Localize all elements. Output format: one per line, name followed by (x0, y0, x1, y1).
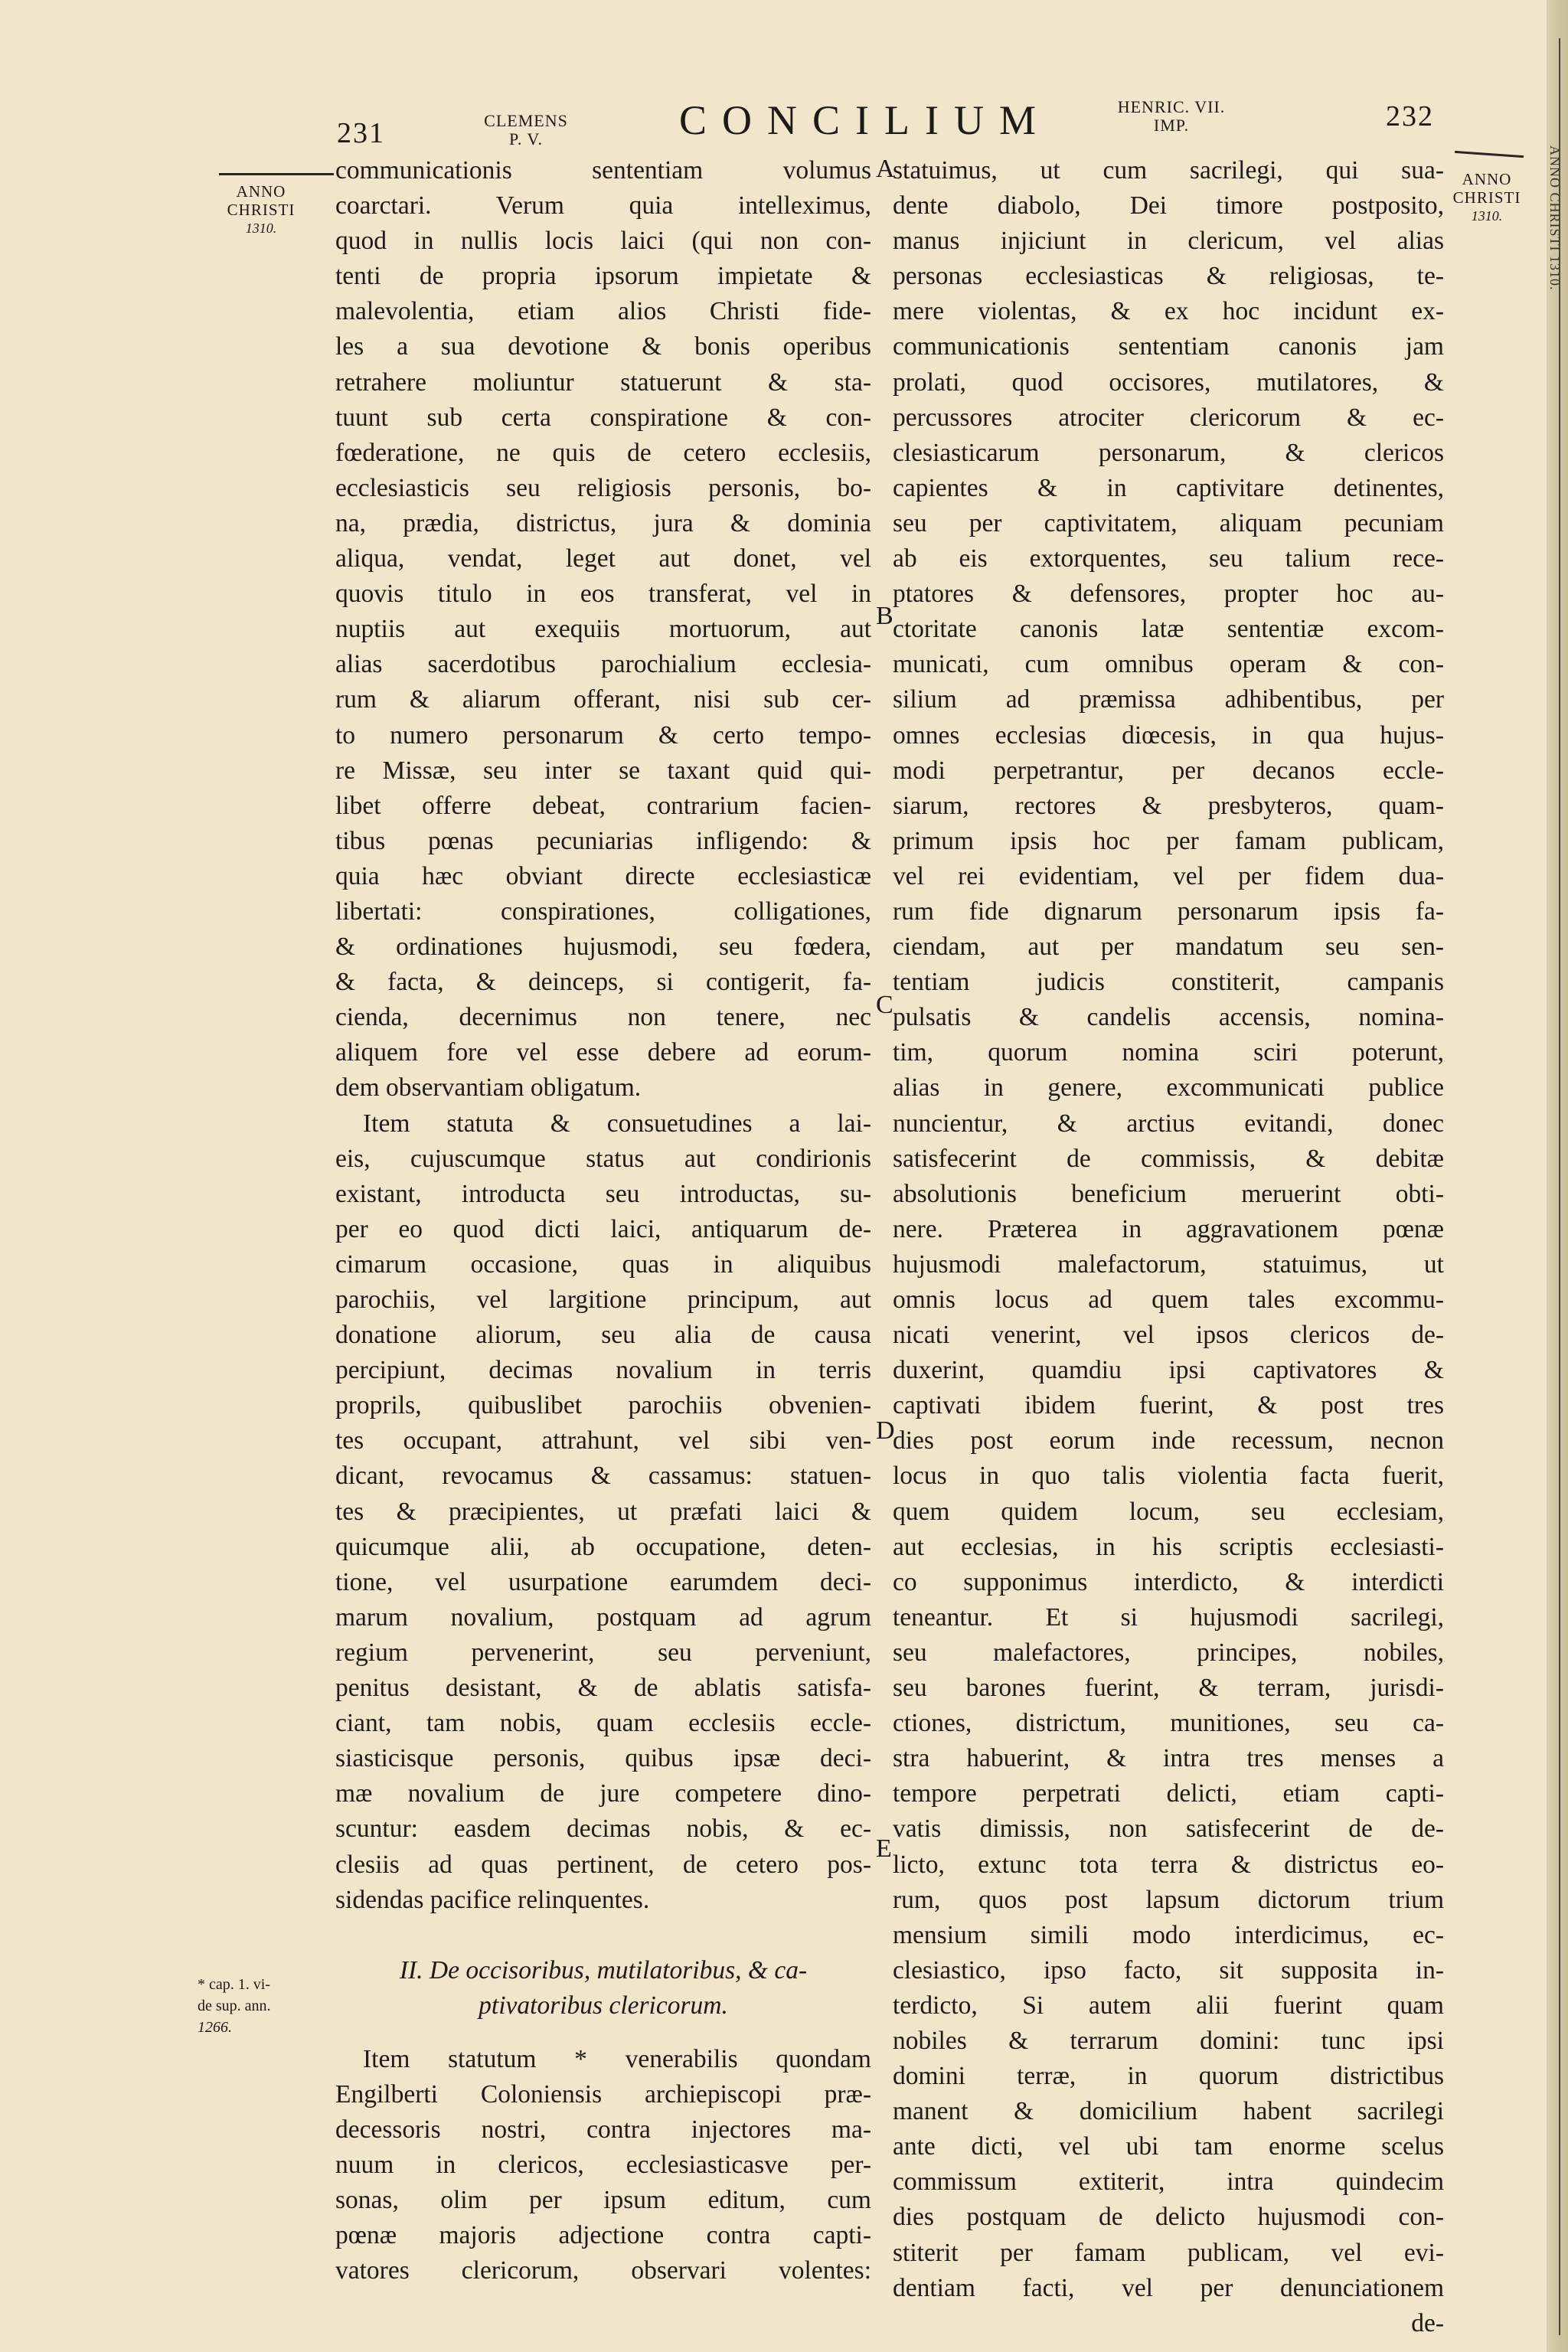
anno-year: 1310. (245, 220, 277, 236)
text-line: tes occupant, attrahunt, vel sibi ven- (335, 1426, 871, 1455)
section-letter-a: A (876, 155, 895, 183)
text-line: ctiones, districtum, munitiones, seu ca- (893, 1709, 1444, 1738)
text-line: tim, quorum nomina sciri poterunt, (893, 1038, 1444, 1067)
text-line: tentiam judicis constiterit, campanis (893, 968, 1444, 997)
text-line: scuntur: easdem decimas nobis, & ec- (335, 1815, 871, 1844)
anno-year: 1310. (1471, 208, 1503, 224)
text-line: na, prædia, districtus, jura & dominia (335, 508, 871, 537)
text-line: clesiasticarum personarum, & clericos (893, 438, 1444, 467)
next-page-edge (1547, 0, 1568, 2352)
anno-label: ANNO (236, 182, 286, 201)
section-heading (335, 1953, 871, 2024)
text-line: proprils, quibuslibet parochiis obvenien- (335, 1391, 871, 1420)
cross-ref-line: de sup. ann. (198, 1998, 271, 2014)
section-letter-d: D (876, 1416, 895, 1445)
text-line: quia hæc obviant directe ecclesiasticæ (335, 861, 871, 890)
section-letter-b: B (876, 602, 893, 630)
text-line: dicant, revocamus & cassamus: statuen- (335, 1462, 871, 1491)
text-line: penitus desistant, & de ablatis satisfa- (335, 1674, 871, 1703)
spacer (335, 2024, 871, 2042)
text-line: locus in quo talis violentia facta fuerit, (893, 1462, 1444, 1491)
text-line: ecclesiasticis seu religiosis personis, bo- (335, 473, 871, 502)
text-line: siasticisque personis, quibus ipsæ deci- (335, 1744, 871, 1773)
page-title: CONCILIUM (679, 97, 1051, 143)
cross-ref-line: 1266. (198, 2019, 232, 2036)
catchword: de- (1411, 2308, 1444, 2337)
text-line: vatis dimissis, non satisfecerint de de- (893, 1815, 1444, 1844)
text-line: pulsatis & candelis accensis, nomina- (893, 1003, 1444, 1032)
text-line: eis, cujuscumque status aut condirionis (335, 1144, 871, 1173)
text-line: aliqua, vendat, leget aut donet, vel (335, 544, 871, 573)
text-line: Item statuta & consuetudines a lai- (363, 1109, 871, 1138)
spacer (335, 1918, 871, 1953)
text-line: quod in nullis locis laici (qui non con- (335, 227, 871, 256)
text-line: tuunt sub certa conspiratione & con- (335, 403, 871, 432)
text-line: omnes ecclesias diœcesis, in qua hujus- (893, 720, 1444, 750)
text-line: ciant, tam nobis, quam ecclesiis eccle- (335, 1709, 871, 1738)
left-text-column (335, 153, 871, 2289)
text-line: primum ipsis hoc per famam publicam, (893, 826, 1444, 855)
section-letter-c: C (876, 991, 893, 1019)
text-line: seu malefactores, principes, nobiles, (893, 1638, 1444, 1667)
text-line: capientes & in captivitare detinentes, (893, 473, 1444, 502)
margin-rule-left (219, 173, 334, 175)
text-line: quem quidem locum, seu ecclesiam, (893, 1497, 1444, 1526)
edge-fragment: ANNO CHRISTI 1310. (1547, 145, 1563, 291)
text-line: statuimus, ut cum sacrilegi, qui sua- (893, 156, 1444, 185)
text-line: quicumque alii, ab occupatione, deten- (335, 1532, 871, 1561)
heading-line: ptivatoribus clericorum. (479, 1991, 728, 2020)
cross-reference-note (198, 1974, 335, 2038)
anno-label: ANNO (1462, 170, 1512, 188)
christi-label: CHRISTI (227, 201, 296, 219)
text-line: satisfecerint de commissis, & debitæ (893, 1144, 1444, 1173)
text-line: sidendas pacifice relinquentes. (335, 1885, 650, 1914)
text-line: libertati: conspirationes, colligationes, (335, 897, 871, 926)
text-line: dem observantiam obligatum. (335, 1073, 642, 1102)
text-line: Engilberti Coloniensis archiepiscopi præ- (335, 2079, 871, 2109)
text-line: alias sacerdotibus parochialium ecclesia- (335, 650, 871, 679)
text-line: tenti de propria ipsorum impietate & (335, 262, 871, 291)
running-head-line: IMP. (1153, 116, 1190, 135)
text-line: regium pervenerint, seu perveniunt, (335, 1638, 871, 1667)
text-line: aliquem fore vel esse debere ad eorum- (335, 1038, 871, 1067)
text-line: prolati, quod occisores, mutilatores, & (893, 368, 1444, 397)
text-line: quovis titulo in eos transferat, vel in (335, 580, 871, 609)
text-line: vel rei evidentiam, vel per fidem dua- (893, 861, 1444, 890)
text-line: libet offerre debeat, contrarium facien- (335, 791, 871, 820)
paragraph-statuta (335, 1106, 871, 1918)
text-line: decessoris nostri, contra injectores ma- (335, 2115, 871, 2145)
text-line: tempore perpetrati delicti, etiam capti- (893, 1779, 1444, 1808)
text-line: percussores atrociter clericorum & ec- (893, 403, 1444, 432)
text-line: tibus pœnas pecuniarias infligendo: & (335, 826, 871, 855)
running-head-line: HENRIC. VII. (1117, 97, 1226, 116)
text-line: coarctari. Verum quia intelleximus, (335, 191, 871, 220)
text-line: rum & aliarum offerant, nisi sub cer- (335, 685, 871, 714)
text-line: ptatores & defensores, propter hoc au- (893, 580, 1444, 609)
margin-rule-right (1455, 151, 1524, 158)
text-line: nicati venerint, vel ipsos clericos de- (893, 1321, 1444, 1350)
text-line: per eo quod dicti laici, antiquarum de- (335, 1214, 871, 1243)
text-line: tes & præcipientes, ut præfati laici & (335, 1497, 871, 1526)
text-line: manus injiciunt in clericum, vel alias (893, 227, 1444, 256)
text-line: percipiunt, decimas novalium in terris (335, 1356, 871, 1385)
text-line: commissum extiterit, intra quindecim (893, 2167, 1444, 2197)
text-line: to numero personarum & certo tempo- (335, 720, 871, 750)
paragraph-statuimus (893, 153, 1444, 2306)
text-line: stiterit per famam publicam, vel evi- (893, 2238, 1444, 2267)
left-page-number: 231 (337, 117, 385, 149)
text-line: aut ecclesias, in his scriptis ecclesiasti- (893, 1532, 1444, 1561)
text-line: & ordinationes hujusmodi, seu fœdera, (335, 933, 871, 962)
text-line: teneantur. Et si hujusmodi sacrilegi, (893, 1602, 1444, 1632)
text-line: duxerint, quamdiu ipsi captivatores & (893, 1356, 1444, 1385)
text-line: communicationis sententiam canonis jam (893, 332, 1444, 361)
text-line: licto, extunc tota terra & districtus eo- (893, 1850, 1444, 1879)
text-line: Item statutum * venerabilis quondam (363, 2044, 871, 2073)
right-page-number: 232 (1386, 100, 1434, 132)
anno-christi-left (219, 182, 303, 237)
text-line: nobiles & terrarum domini: tunc ipsi (893, 2026, 1444, 2055)
text-line: silium ad præmissa adhibentibus, per (893, 685, 1444, 714)
text-line: donatione aliorum, seu alia de causa (335, 1321, 871, 1350)
text-line: stra habuerint, & intra tres menses a (893, 1744, 1444, 1773)
text-line: manent & domicilium habent sacrilegi (893, 2097, 1444, 2126)
text-line: clesiastico, ipso facto, sit supposita in- (893, 1955, 1444, 1984)
text-line: dies post eorum inde recessum, necnon (893, 1426, 1444, 1455)
text-line: fœderatione, ne quis de cetero ecclesiis, (335, 438, 871, 467)
text-line: ante dicti, vel ubi tam enorme scelus (893, 2132, 1444, 2161)
anno-christi-right (1450, 170, 1524, 225)
christi-label: CHRISTI (1452, 188, 1521, 207)
text-line: cienda, decernimus non tenere, nec (335, 1003, 871, 1032)
text-line: retrahere moliuntur statuerunt & sta- (335, 368, 871, 397)
text-line: rum fide dignarum personarum ipsis fa- (893, 897, 1444, 926)
text-line: rum, quos post lapsum dictorum trium (893, 1885, 1444, 1914)
text-line: siarum, rectores & presbyteros, quam- (893, 791, 1444, 820)
running-head-line: CLEMENS (484, 111, 568, 130)
section-letter-e: E (876, 1834, 892, 1863)
text-line: tione, vel usurpatione earumdem deci- (335, 1567, 871, 1596)
right-text-column (893, 153, 1444, 2341)
text-line: marum novalium, postquam ad agrum (335, 1602, 871, 1632)
text-line: dies postquam de delicto hujusmodi con- (893, 2203, 1444, 2232)
text-line: alias in genere, excommunicati publice (893, 1073, 1444, 1102)
text-line: terdicto, Si autem alii fuerint quam (893, 1991, 1444, 2020)
text-line: nuptiis aut exequiis mortuorum, aut (335, 615, 871, 644)
text-line: ab eis extorquentes, seu talium rece- (893, 544, 1444, 573)
text-line: les a sua devotione & bonis operibus (335, 332, 871, 361)
text-line: hujusmodi malefactorum, statuimus, ut (893, 1250, 1444, 1279)
text-line: omnis locus ad quem tales excommu- (893, 1285, 1444, 1314)
text-line: parochiis, vel largitione principum, aut (335, 1285, 871, 1314)
text-line: communicationis sententiam volumus (335, 156, 871, 185)
text-line: mæ novalium de jure competere dino- (335, 1779, 871, 1808)
text-line: modi perpetrantur, per decanos eccle- (893, 756, 1444, 785)
text-line: dente diabolo, Dei timore postposito, (893, 191, 1444, 220)
text-line: nere. Præterea in aggravationem pœnæ (893, 1214, 1444, 1243)
text-line: vatores clericorum, observari volentes: (335, 2256, 871, 2285)
edge-rule (1559, 38, 1560, 2335)
text-line: seu per captivitatem, aliquam pecuniam (893, 508, 1444, 537)
text-line: mere violentas, & ex hoc incidunt ex- (893, 297, 1444, 326)
text-line: & facta, & deinceps, si contigerit, fa- (335, 968, 871, 997)
text-line: absolutionis beneficium meruerint obti- (893, 1179, 1444, 1208)
running-head-line: P. V. (509, 129, 543, 149)
right-running-head (1095, 98, 1248, 152)
text-line: captivati ibidem fuerint, & post tres (893, 1391, 1444, 1420)
text-line: sonas, olim per ipsum editum, cum (335, 2186, 871, 2215)
text-line: domini terræ, in quorum districtibus (893, 2062, 1444, 2091)
text-line: municati, cum omnibus operam & con- (893, 650, 1444, 679)
text-line: re Missæ, seu inter se taxant quid qui- (335, 756, 871, 785)
text-line: malevolentia, etiam alios Christi fide- (335, 297, 871, 326)
text-line: existant, introducta seu introductas, su- (335, 1179, 871, 1208)
text-line: cimarum occasione, quas in aliquibus (335, 1250, 871, 1279)
paragraph-continuation (335, 153, 871, 1106)
text-line: seu barones fuerint, & terram, jurisdi- (893, 1674, 1444, 1703)
text-line: pœnæ majoris adjectione contra capti- (335, 2221, 871, 2250)
text-line: clesiis ad quas pertinent, de cetero pos- (335, 1850, 871, 1879)
text-line: nuncientur, & arctius evitandi, donec (893, 1109, 1444, 1138)
text-line: nuum in clericos, ecclesiasticasve per- (335, 2151, 871, 2180)
cross-ref-line: * cap. 1. vi- (198, 1976, 270, 1993)
heading-line: II. De occisoribus, mutilatoribus, & ca- (399, 1955, 808, 1984)
text-line: mensium simili modo interdicimus, ec- (893, 1920, 1444, 1949)
paragraph-statutum (335, 2042, 871, 2289)
text-line: personas ecclesiasticas & religiosas, te- (893, 262, 1444, 291)
text-line: ctoritate canonis latæ sententiæ excom- (893, 615, 1444, 644)
text-line: ciendam, aut per mandatum seu sen- (893, 933, 1444, 962)
text-line: dentiam facti, vel per denunciationem (893, 2273, 1444, 2302)
text-line: co supponimus interdicto, & interdicti (893, 1567, 1444, 1596)
